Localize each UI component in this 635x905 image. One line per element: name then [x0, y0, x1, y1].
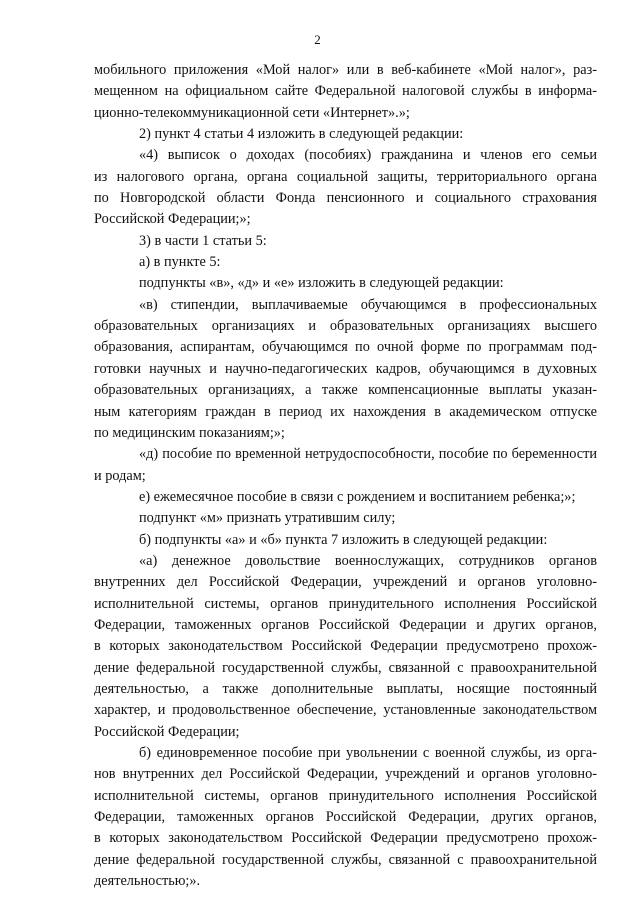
- text-line: ционно-телекоммуникационной сети «Интернет».»;: [94, 104, 410, 121]
- text-line: а) в пункте 5:: [139, 254, 221, 271]
- text-line: по медицинским показаниям;»;: [94, 424, 285, 441]
- text-line: характер, и продовольственное обеспечение, установленные законодательством: [94, 702, 597, 719]
- text-line: Российской Федерации;»;: [94, 211, 251, 228]
- text-line: внутренних дел Российской Федерации, учреждений и органов уголовно-: [94, 574, 597, 591]
- text-line: Федерации, таможенных органов Российской Федерации, других органов,: [94, 809, 597, 826]
- text-line: образования, аспирантам, обучающимся по очной форме по программам под-: [94, 339, 597, 356]
- text-line: б) подпункты «а» и «б» пункта 7 изложить в следующей редакции:: [139, 531, 548, 548]
- text-line: 2) пункт 4 статьи 4 изложить в следующей редакции:: [139, 126, 464, 143]
- text-line: подпункты «в», «д» и «е» изложить в следующей редакции:: [139, 275, 504, 292]
- text-line: дение федеральной государственной службы, связанной с правоохранительной: [94, 659, 597, 676]
- text-line: 3) в части 1 статьи 5:: [139, 232, 267, 249]
- text-line: образовательных организациях и образовательных организациях высшего: [94, 318, 597, 335]
- text-line: образовательных организациях, а также компенсационные выплаты указан-: [94, 382, 597, 399]
- text-line: и родам;: [94, 467, 146, 484]
- text-line: исполнительной системы, органов принудительного исполнения Российской: [94, 595, 597, 612]
- text-line: нов внутренних дел Российской Федерации, учреждений и органов уголовно-: [94, 766, 597, 783]
- text-line: «в) стипендии, выплачиваемые обучающимся в профессиональных: [139, 296, 597, 313]
- text-line: деятельностью;».: [94, 873, 201, 890]
- text-line: е) ежемесячное пособие в связи с рождением и воспитанием ребенка;»;: [139, 488, 576, 505]
- document-body: [94, 60, 597, 892]
- text-line: исполнительной системы, органов принудительного исполнения Российской: [94, 787, 597, 804]
- text-line: мобильного приложения «Мой налог» или в веб-кабинете «Мой налог», раз-: [94, 62, 597, 78]
- text-line: в которых законодательством Российской Федерации предусмотрено прохож-: [94, 638, 597, 655]
- text-line: мещенном на официальном сайте Федеральной налоговой службы в информа-: [94, 83, 597, 100]
- text-line: «д) пособие по временной нетрудоспособности, пособие по беременности: [139, 446, 597, 463]
- text-line: в которых законодательством Российской Федерации предусмотрено прохож-: [94, 830, 597, 847]
- text-line: Федерации, таможенных органов Российской Федерации и других органов,: [94, 616, 597, 633]
- text-line: по Новгородской области Фонда пенсионного и социального страхования: [94, 190, 597, 207]
- text-line: деятельностью, а также дополнительные выплаты, носящие постоянный: [94, 680, 597, 697]
- text-line: «4) выписок о доходах (пособиях) гражданина и членов его семьи: [139, 147, 597, 164]
- text-line: из налогового органа, органа социальной защиты, территориального органа: [94, 168, 597, 185]
- page-number: 2: [314, 32, 321, 47]
- text-line: дение федеральной государственной службы, связанной с правоохранительной: [94, 851, 597, 868]
- text-line: ным категориям граждан в период их нахождения в академическом отпуске: [94, 403, 597, 420]
- text-line: Российской Федерации;: [94, 723, 240, 740]
- text-line: подпункт «м» признать утратившим силу;: [139, 510, 396, 527]
- text-line: готовки научных и научно-педагогических кадров, обучающимся в духовных: [94, 360, 597, 377]
- text-line: б) единовременное пособие при увольнении с военной службы, из орга-: [139, 745, 597, 761]
- text-line: «а) денежное довольствие военнослужащих, сотрудников органов: [139, 552, 597, 569]
